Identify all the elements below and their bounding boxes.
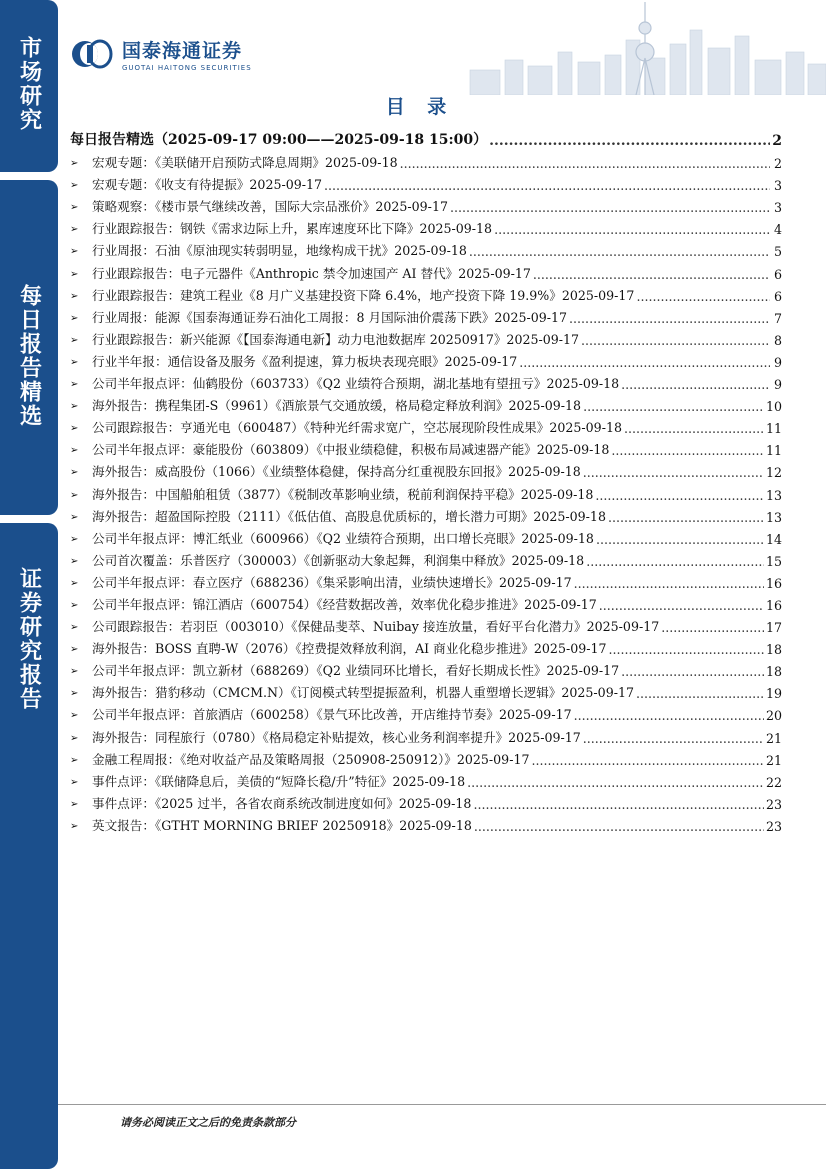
toc-entry-label: 事件点评：《联储降息后，美债的“短降长稳/升”特征》2025-09-18 [92,773,466,789]
toc-entry-label: 公司半年报点评：博汇纸业（600966）《Q2 业绩符合预期，出口增长亮眼》2025-09-18 [92,530,594,546]
toc-item-list [70,149,782,834]
toc-entry-page: 13 [765,509,782,525]
toc-leader-dots [450,200,770,215]
toc-entry-label: 海外报告：猎豹移动（CMCM.N）《订阅模式转型提振盈利，机器人重塑增长逻辑》2025-09-17 [92,685,634,701]
toc-leader-dots [519,355,770,370]
arrow-bullet-icon: ➢ [70,445,79,457]
toc-entry[interactable] [70,525,782,547]
toc-entry[interactable] [70,414,782,436]
sidebar-tab-label: 市场研究 [16,36,42,132]
arrow-bullet-icon: ➢ [70,202,79,214]
toc-leader-dots [636,686,764,701]
toc-entry[interactable] [70,812,782,834]
logo-text-cn: 国泰海通证券 [122,40,243,62]
toc-entry[interactable] [70,370,782,392]
toc-leader-dots [599,598,764,613]
arrow-bullet-icon: ➢ [70,555,79,567]
toc-entry-label: 海外报告：威高股份（1066）《业绩整体稳健，保持高分红重视股东回报》2025-09-18 [92,464,581,480]
sidebar-tab-label: 每日报告精选 [16,284,42,428]
toc-leader-dots [531,753,763,768]
toc-entry-label: 宏观专题：《收支有待提振》2025-09-17 [92,177,323,193]
toc-entry-label: 公司跟踪报告：若羽臣（003010）《保健品斐萃、Nuibay 接连放量，看好平台化潜力》2025-09-17 [92,619,660,635]
toc-leader-dots [609,642,764,657]
toc-entry-page: 9 [773,377,782,393]
toc-entry-label: 英文报告：《GTHT MORNING BRIEF 20250918》2025-09-18 [92,817,472,833]
toc-leader-dots [583,399,764,414]
toc-entry[interactable] [70,282,782,304]
toc-entry-label: 海外报告：BOSS 直聘-W（2076）《控费提效释放利润，AI 商业化稳步推进》2025-09-17 [92,641,607,657]
toc-entry-page: 12 [765,465,782,481]
sidebar-tab-market-research [0,0,58,172]
toc-leader-dots [583,465,764,480]
toc-entry-page: 20 [765,708,782,724]
toc-entry-page: 5 [773,244,782,260]
toc-leader-dots [473,797,764,812]
toc-leader-dots [574,576,764,591]
toc-entry-label: 行业跟踪报告：电子元器件《Anthropic 禁令加速国产 AI 替代》2025-09-17 [92,265,531,281]
arrow-bullet-icon: ➢ [70,776,79,788]
toc-leader-dots [608,510,764,525]
arrow-bullet-icon: ➢ [70,754,79,766]
sidebar-tab-daily-selection [0,180,58,515]
toc-entry[interactable] [70,635,782,657]
toc-leader-dots [595,488,764,503]
footer-divider [58,1104,826,1105]
toc-leader-dots [467,775,764,790]
toc-entry[interactable] [70,723,782,745]
toc-main-entry[interactable] [70,127,782,149]
toc-entry[interactable] [70,392,782,414]
toc-entry-label: 公司半年报点评：仙鹤股份（603733）《Q2 业绩符合预期，湖北基地有望扭亏》2025-09-18 [92,376,620,392]
arrow-bullet-icon: ➢ [70,533,79,545]
toc-entry-page: 13 [765,487,782,503]
toc-entry-page: 18 [765,642,782,658]
sidebar-tab-label: 证券研究报告 [16,567,42,711]
toc-entry-label: 公司半年报点评：凯立新材（688269）《Q2 业绩同环比增长，看好长期成长性》2025-09-17 [92,663,620,679]
toc-entry-label: 公司半年报点评：锦江酒店（600754）《经营数据改善，效率优化稳步推进》2025-09-17 [92,596,597,612]
toc-leader-dots [400,156,770,171]
toc-leader-dots [469,244,770,259]
city-skyline-graphic [450,0,826,95]
toc-entry-label: 事件点评：《2025 过半，各省农商系统改制进度如何》2025-09-18 [92,795,472,811]
toc-entry[interactable] [70,613,782,635]
toc-entry[interactable] [70,215,782,237]
toc-entry[interactable] [70,790,782,812]
arrow-bullet-icon: ➢ [70,577,79,589]
toc-entry-page: 23 [765,818,782,834]
toc-entry-label: 行业周报：能源《国泰海通证券石油化工周报：8 月国际油价震荡下跌》2025-09-17 [92,309,568,325]
toc-entry-label: 行业跟踪报告：建筑工程业《8 月广义基建投资下降 6.4%，地产投资下降 19.9%》2025-09-17 [92,287,635,303]
toc-entry-page: 7 [773,310,782,326]
arrow-bullet-icon: ➢ [70,268,79,280]
toc-leader-dots [581,333,770,348]
arrow-bullet-icon: ➢ [70,599,79,611]
arrow-bullet-icon: ➢ [70,820,79,832]
toc-entry[interactable] [70,304,782,326]
toc-entry-page: 4 [773,222,782,238]
toc-leader-dots [569,311,770,326]
arrow-bullet-icon: ➢ [70,246,79,258]
toc-entry-page: 11 [765,443,782,459]
arrow-bullet-icon: ➢ [70,489,79,501]
toc-entry-label: 行业跟踪报告：新兴能源《【国泰海通电新】动力电池数据库 20250917》2025-09-17 [92,331,580,347]
toc-entry-page: 2 [773,156,782,172]
toc-main-label: 每日报告精选（2025-09-17 09:00——2025-09-18 15:00） [70,132,488,148]
arrow-bullet-icon: ➢ [70,710,79,722]
toc-entry[interactable] [70,480,782,502]
toc-entry[interactable] [70,326,782,348]
toc-entry[interactable] [70,591,782,613]
arrow-bullet-icon: ➢ [70,334,79,346]
toc-entry[interactable] [70,237,782,259]
toc-entry-page: 11 [765,421,782,437]
logo-text-en: GUOTAI HAITONG SECURITIES [122,64,252,72]
toc-entry-label: 公司半年报点评：豪能股份（603809）《中报业绩稳健，积极布局减速器产能》2025-09-18 [92,442,610,458]
arrow-bullet-icon: ➢ [70,290,79,302]
toc-entry-page: 16 [765,575,782,591]
arrow-bullet-icon: ➢ [70,688,79,700]
toc-entry-page: 21 [765,752,782,768]
toc-leader-dots [494,222,770,237]
toc-entry-page: 23 [765,796,782,812]
toc-entry-page: 3 [773,178,782,194]
arrow-bullet-icon: ➢ [70,180,79,192]
toc-entry[interactable] [70,259,782,281]
arrow-bullet-icon: ➢ [70,401,79,413]
toc-leader-dots [636,289,770,304]
toc-entry-label: 行业周报：石油《原油现实转弱明显，地缘构成干扰》2025-09-18 [92,243,467,259]
toc-main-page: 2 [772,133,782,149]
toc-entry-label: 海外报告：超盈国际控股（2111）《低估值、高股息优质标的，增长潜力可期》2025-09-18 [92,508,606,524]
arrow-bullet-icon: ➢ [70,423,79,435]
arrow-bullet-icon: ➢ [70,379,79,391]
arrow-bullet-icon: ➢ [70,312,79,324]
toc-entry[interactable] [70,746,782,768]
toc-entry-page: 17 [765,620,782,636]
toc-entry-label: 海外报告：中国船舶租赁（3877）《税制改革影响业绩，税前利润保持平稳》2025-09-18 [92,486,594,502]
toc-entry-label: 公司跟踪报告：亨通光电（600487）《特种光纤需求宽广，空芯展现阶段性成果》2025-09-18 [92,420,622,436]
logo-mark-icon [70,39,116,69]
arrow-bullet-icon: ➢ [70,158,79,170]
toc-entry[interactable] [70,193,782,215]
toc-entry-page: 6 [773,288,782,304]
table-of-contents [70,127,782,834]
footer-disclaimer: 请务必阅读正文之后的免责条款部分 [120,1116,296,1129]
toc-entry-page: 14 [765,531,782,547]
arrow-bullet-icon: ➢ [70,666,79,678]
toc-entry[interactable] [70,458,782,480]
toc-leader-dots [489,133,770,149]
toc-entry-page: 3 [773,200,782,216]
toc-entry[interactable] [70,547,782,569]
toc-entry-page: 22 [765,774,782,790]
toc-leader-dots [474,819,764,834]
toc-entry-label: 金融工程周报：《绝对收益产品及策略周报（250908-250912）》2025-09-17 [92,751,530,767]
toc-entry[interactable] [70,768,782,790]
toc-leader-dots [583,731,764,746]
toc-entry-label: 公司半年报点评：春立医疗（688236）《集采影响出清，业绩快速增长》2025-09-17 [92,574,572,590]
toc-entry-page: 9 [773,354,782,370]
arrow-bullet-icon: ➢ [70,622,79,634]
arrow-bullet-icon: ➢ [70,644,79,656]
arrow-bullet-icon: ➢ [70,356,79,368]
toc-leader-dots [596,532,764,547]
arrow-bullet-icon: ➢ [70,798,79,810]
toc-leader-dots [324,178,770,193]
toc-entry-label: 海外报告：携程集团-S（9961）《酒旅景气交通放缓，格局稳定释放利润》2025-09-18 [92,398,582,414]
toc-leader-dots [624,421,764,436]
toc-entry-page: 21 [765,730,782,746]
toc-entry-page: 19 [765,686,782,702]
toc-entry[interactable] [70,171,782,193]
arrow-bullet-icon: ➢ [70,224,79,236]
arrow-bullet-icon: ➢ [70,467,79,479]
arrow-bullet-icon: ➢ [70,732,79,744]
company-logo [70,36,252,72]
toc-entry-label: 公司半年报点评：首旅酒店（600258）《景气环比改善，开店维持节奏》2025-09-17 [92,707,572,723]
toc-title: 目 录 [385,96,455,118]
toc-entry[interactable] [70,436,782,458]
toc-leader-dots [661,620,764,635]
toc-leader-dots [586,554,764,569]
toc-entry[interactable] [70,679,782,701]
sidebar [0,0,58,1169]
toc-entry[interactable] [70,348,782,370]
toc-leader-dots [621,377,770,392]
toc-entry-page: 10 [765,399,782,415]
toc-entry[interactable] [70,701,782,723]
toc-leader-dots [621,664,764,679]
toc-entry-page: 6 [773,266,782,282]
sidebar-tab-securities-research [0,523,58,1169]
toc-entry-label: 公司首次覆盖：乐普医疗（300003）《创新驱动大象起舞，利润集中释放》2025-09-18 [92,552,585,568]
toc-entry-label: 宏观专题：《美联储开启预防式降息周期》2025-09-18 [92,155,398,171]
toc-entry-label: 行业跟踪报告：钢铁《需求边际上升，累库速度环比下降》2025-09-18 [92,221,493,237]
toc-entry-page: 16 [765,597,782,613]
toc-leader-dots [611,443,764,458]
toc-entry-page: 15 [765,553,782,569]
toc-entry-label: 海外报告：同程旅行（0780）《格局稳定补贴提效，核心业务利润率提升》2025-09-17 [92,729,581,745]
toc-leader-dots [574,708,764,723]
toc-entry-page: 8 [773,332,782,348]
arrow-bullet-icon: ➢ [70,511,79,523]
toc-entry[interactable] [70,657,782,679]
toc-leader-dots [533,267,770,282]
toc-entry-label: 策略观察：《楼市景气继续改善，国际大宗品涨价》2025-09-17 [92,199,448,215]
toc-entry-label: 行业半年报：通信设备及服务《盈利提速，算力板块表现亮眼》2025-09-17 [92,353,518,369]
toc-entry[interactable] [70,569,782,591]
toc-entry[interactable] [70,149,782,171]
toc-entry[interactable] [70,503,782,525]
toc-entry-page: 18 [765,664,782,680]
